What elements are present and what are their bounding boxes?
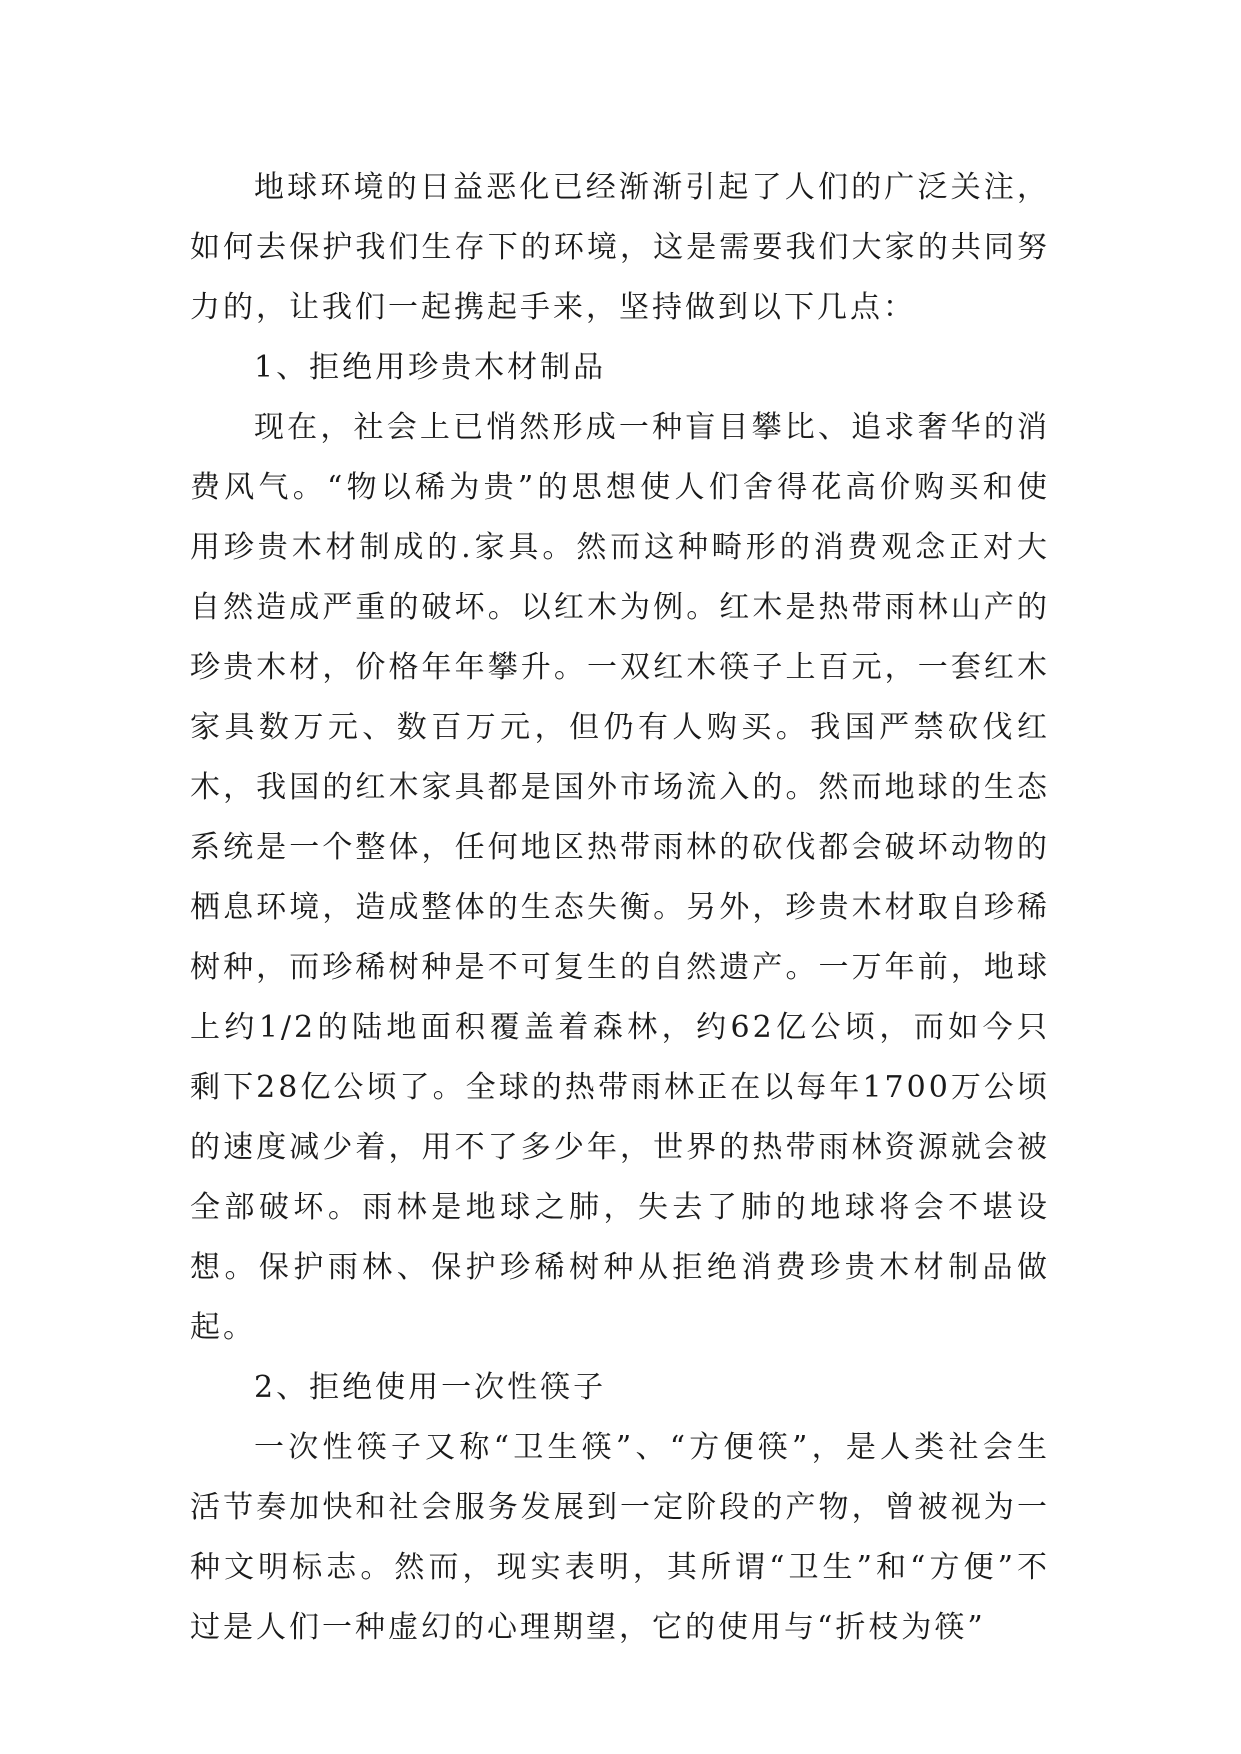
document-body	[190, 158, 1050, 1658]
section-2-heading: 2、拒绝使用一次性筷子	[254, 1370, 607, 1405]
intro-paragraph: 地球环境的日益恶化已经渐渐引起了人们的广泛关注，如何去保护我们生存下的环境，这是需要我们大家的共同努力的，让我们一起携起手来，坚持做到以下几点：	[190, 170, 1050, 325]
section-2-paragraph: 一次性筷子又称“卫生筷”、“方便筷”，是人类社会生活节奏加快和社会服务发展到一定阶段的产物，曾被视为一种文明标志。然而，现实表明，其所谓“卫生”和“方便”不过是人们一种虚幻的心理期望，它的使用与“折枝为筷”	[190, 1430, 1050, 1645]
section-1-paragraph: 现在，社会上已悄然形成一种盲目攀比、追求奢华的消费风气。“物以稀为贵”的思想使人们舍得花高价购买和使用珍贵木材制成的.家具。然而这种畸形的消费观念正对大自然造成严重的破坏。以红木为例。红木是热带雨林山产的珍贵木材，价格年年攀升。一双红木筷子上百元，一套红木家具数万元、数百万元，但仍有人购买。我国严禁砍伐红木，我国的红木家具都是国外市场流入的。然而地球的生态系统是一个整体，任何地区热带雨林的砍伐都会破坏动物的栖息环境，造成整体的生态失衡。另外，珍贵木材取自珍稀树种，而珍稀树种是不可复生的自然遗产。一万年前，地球上约1/2的陆地面积覆盖着森林，约62亿公顷，而如今只剩下28亿公顷了。全球的热带雨林正在以每年1700万公顷的速度减少着，用不了多少年，世界的热带雨林资源就会被全部破坏。雨林是地球之肺，失去了肺的地球将会不堪设想。保护雨林、保护珍稀树种从拒绝消费珍贵木材制品做起。	[190, 410, 1050, 1345]
section-1-heading: 1、拒绝用珍贵木材制品	[254, 350, 607, 385]
